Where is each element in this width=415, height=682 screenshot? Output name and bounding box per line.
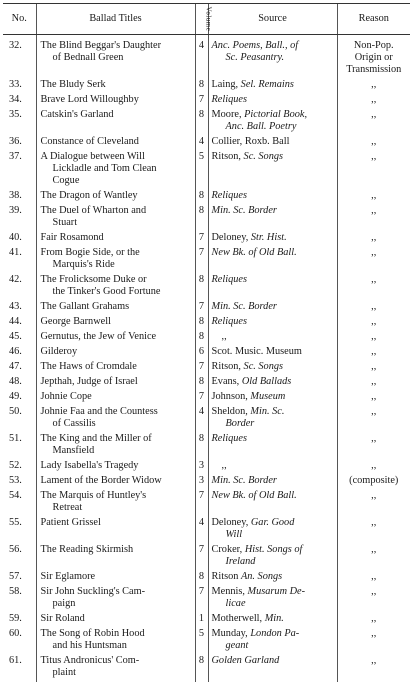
reason: ,, — [337, 151, 410, 190]
ballad-title: The Song of Robin Hood and his Huntsman — [36, 628, 195, 655]
row-number: 56. — [3, 544, 36, 571]
table-row — [3, 232, 410, 247]
volume-number: 3 — [195, 475, 208, 490]
reason: ,, — [337, 316, 410, 331]
reason: ,, — [337, 628, 410, 655]
ballad-title: The King and the Miller of Mansfield — [36, 433, 195, 460]
row-number: 32. — [3, 35, 36, 80]
ballad-title: The Duel of Wharton and Stuart — [36, 205, 195, 232]
volume-number: 5 — [195, 151, 208, 190]
table-body — [3, 35, 410, 682]
row-number: 35. — [3, 109, 36, 136]
row-number: 39. — [3, 205, 36, 232]
header-ballad-titles: Ballad Titles — [36, 4, 195, 35]
row-number: 46. — [3, 346, 36, 361]
source: Mennis, Musarum De- licae — [208, 586, 337, 613]
source: Ritson, Sc. Songs — [208, 361, 337, 376]
row-number: 47. — [3, 361, 36, 376]
source: Croker, Hist. Songs of Ireland — [208, 544, 337, 571]
table-row — [3, 571, 410, 586]
volume-number: 7 — [195, 544, 208, 571]
table-row — [3, 475, 410, 490]
source: Johnson, Museum — [208, 391, 337, 406]
volume-number: 8 — [195, 316, 208, 331]
volume-number: 8 — [195, 274, 208, 301]
volume-number: 3 — [195, 460, 208, 475]
table-row — [3, 517, 410, 544]
table-row — [3, 247, 410, 274]
volume-number: 8 — [195, 190, 208, 205]
reason: ,, — [337, 586, 410, 613]
ballad-title: Titus Andronicus' Com- plaint — [36, 655, 195, 682]
row-number: 45. — [3, 331, 36, 346]
header-source: Source — [208, 4, 337, 35]
reason: ,, — [337, 655, 410, 682]
row-number: 48. — [3, 376, 36, 391]
volume-number: 7 — [195, 94, 208, 109]
volume-number: 4 — [195, 517, 208, 544]
header-volume: Volume — [195, 4, 208, 35]
volume-number: 7 — [195, 586, 208, 613]
volume-number: 5 — [195, 628, 208, 655]
ballad-title: The Haws of Cromdale — [36, 361, 195, 376]
reason: ,, — [337, 391, 410, 406]
source: Reliques — [208, 94, 337, 109]
table-row — [3, 655, 410, 682]
ballad-title: George Barnwell — [36, 316, 195, 331]
source: Min. Sc. Border — [208, 301, 337, 316]
source: Evans, Old Ballads — [208, 376, 337, 391]
table-row — [3, 316, 410, 331]
row-number: 50. — [3, 406, 36, 433]
row-number: 61. — [3, 655, 36, 682]
reason: ,, — [337, 190, 410, 205]
ballad-title: A Dialogue between Will Lickladle and Tom Clean Cogue — [36, 151, 195, 190]
reason: ,, — [337, 571, 410, 586]
ballad-title: From Bogie Side, or the Marquis's Ride — [36, 247, 195, 274]
row-number: 54. — [3, 490, 36, 517]
row-number: 60. — [3, 628, 36, 655]
ballad-table — [3, 3, 410, 682]
source: Min. Sc. Border — [208, 475, 337, 490]
table-row — [3, 136, 410, 151]
row-number: 42. — [3, 274, 36, 301]
source: Reliques — [208, 274, 337, 301]
table-row — [3, 274, 410, 301]
row-number: 44. — [3, 316, 36, 331]
source: Laing, Sel. Remains — [208, 79, 337, 94]
volume-number: 7 — [195, 490, 208, 517]
reason: ,, — [337, 346, 410, 361]
volume-number: 8 — [195, 376, 208, 391]
source: Moore, Pictorial Book, Anc. Ball. Poetry — [208, 109, 337, 136]
source: Deloney, Gar. Good Will — [208, 517, 337, 544]
ballad-title: Sir Roland — [36, 613, 195, 628]
row-number: 41. — [3, 247, 36, 274]
reason: ,, — [337, 136, 410, 151]
source: New Bk. of Old Ball. — [208, 490, 337, 517]
table-row — [3, 586, 410, 613]
row-number: 53. — [3, 475, 36, 490]
row-number: 34. — [3, 94, 36, 109]
table-row — [3, 94, 410, 109]
volume-number: 4 — [195, 35, 208, 80]
source: Sheldon, Min. Sc. Border — [208, 406, 337, 433]
ballad-title: The Dragon of Wantley — [36, 190, 195, 205]
reason: ,, — [337, 274, 410, 301]
source: Deloney, Str. Hist. — [208, 232, 337, 247]
table-row — [3, 331, 410, 346]
table-row — [3, 205, 410, 232]
ballad-title: Johnie Faa and the Countess of Cassilis — [36, 406, 195, 433]
source: ,, — [208, 331, 337, 346]
table-row — [3, 109, 410, 136]
volume-number: 4 — [195, 136, 208, 151]
ballad-title: Brave Lord Willoughby — [36, 94, 195, 109]
reason: ,, — [337, 433, 410, 460]
source: Ritson An. Songs — [208, 571, 337, 586]
volume-number: 8 — [195, 433, 208, 460]
table-row — [3, 628, 410, 655]
volume-number: 4 — [195, 406, 208, 433]
volume-number: 7 — [195, 361, 208, 376]
reason: ,, — [337, 109, 410, 136]
row-number: 51. — [3, 433, 36, 460]
table-row — [3, 190, 410, 205]
reason: ,, — [337, 331, 410, 346]
table-row — [3, 35, 410, 80]
row-number: 58. — [3, 586, 36, 613]
ballad-title: Johnie Cope — [36, 391, 195, 406]
volume-number: 8 — [195, 109, 208, 136]
table-row — [3, 460, 410, 475]
volume-number: 7 — [195, 232, 208, 247]
table-row — [3, 544, 410, 571]
table-row — [3, 376, 410, 391]
row-number: 40. — [3, 232, 36, 247]
ballad-title: Catskin's Garland — [36, 109, 195, 136]
row-number: 52. — [3, 460, 36, 475]
reason: ,, — [337, 490, 410, 517]
ballad-title: Sir John Suckling's Cam- paign — [36, 586, 195, 613]
reason: (composite) — [337, 475, 410, 490]
table-row — [3, 391, 410, 406]
reason: ,, — [337, 376, 410, 391]
ballad-title: The Frolicksome Duke or the Tinker's Good Fortune — [36, 274, 195, 301]
volume-number: 1 — [195, 613, 208, 628]
reason: ,, — [337, 205, 410, 232]
ballad-title: Lady Isabella's Tragedy — [36, 460, 195, 475]
table-row — [3, 433, 410, 460]
source: Munday, London Pa- geant — [208, 628, 337, 655]
volume-number: 8 — [195, 331, 208, 346]
source: Anc. Poems, Ball., of Sc. Peasantry. — [208, 35, 337, 80]
ballad-title: The Gallant Grahams — [36, 301, 195, 316]
volume-number: 8 — [195, 79, 208, 94]
source: Ritson, Sc. Songs — [208, 151, 337, 190]
volume-number: 8 — [195, 655, 208, 682]
reason: ,, — [337, 517, 410, 544]
table-row — [3, 613, 410, 628]
reason: ,, — [337, 460, 410, 475]
table-row — [3, 346, 410, 361]
source: Motherwell, Min. — [208, 613, 337, 628]
ballad-title: Lament of the Border Widow — [36, 475, 195, 490]
row-number: 49. — [3, 391, 36, 406]
reason: ,, — [337, 361, 410, 376]
table-row — [3, 490, 410, 517]
volume-number: 8 — [195, 205, 208, 232]
ballad-title: The Blind Beggar's Daughter of Bednall Green — [36, 35, 195, 80]
volume-number: 7 — [195, 301, 208, 316]
source: Reliques — [208, 433, 337, 460]
row-number: 36. — [3, 136, 36, 151]
source: Collier, Roxb. Ball — [208, 136, 337, 151]
table-row — [3, 301, 410, 316]
table-row — [3, 406, 410, 433]
reason: ,, — [337, 79, 410, 94]
source: Golden Garland — [208, 655, 337, 682]
table-row — [3, 151, 410, 190]
reason: ,, — [337, 406, 410, 433]
row-number: 33. — [3, 79, 36, 94]
volume-number: 7 — [195, 247, 208, 274]
reason: ,, — [337, 94, 410, 109]
source: New Bk. of Old Ball. — [208, 247, 337, 274]
row-number: 38. — [3, 190, 36, 205]
row-number: 37. — [3, 151, 36, 190]
ballad-title: Sir Eglamore — [36, 571, 195, 586]
reason: ,, — [337, 301, 410, 316]
source: Scot. Music. Museum — [208, 346, 337, 361]
source: Min. Sc. Border — [208, 205, 337, 232]
ballad-table-page — [3, 3, 410, 671]
ballad-title: The Bludy Serk — [36, 79, 195, 94]
reason: Non-Pop. Origin or Transmission — [337, 35, 410, 80]
reason: ,, — [337, 544, 410, 571]
table-row — [3, 361, 410, 376]
ballad-title: Constance of Cleveland — [36, 136, 195, 151]
source: ,, — [208, 460, 337, 475]
volume-number: 7 — [195, 391, 208, 406]
ballad-title: Patient Grissel — [36, 517, 195, 544]
row-number: 57. — [3, 571, 36, 586]
ballad-title: Jepthah, Judge of Israel — [36, 376, 195, 391]
ballad-title: Gernutus, the Jew of Venice — [36, 331, 195, 346]
volume-number: 8 — [195, 571, 208, 586]
ballad-title: Gilderoy — [36, 346, 195, 361]
volume-number: 6 — [195, 346, 208, 361]
ballad-title: The Marquis of Huntley's Retreat — [36, 490, 195, 517]
row-number: 43. — [3, 301, 36, 316]
header-reason: Reason — [337, 4, 410, 35]
ballad-title: The Reading Skirmish — [36, 544, 195, 571]
reason: ,, — [337, 613, 410, 628]
row-number: 55. — [3, 517, 36, 544]
row-number: 59. — [3, 613, 36, 628]
source: Reliques — [208, 190, 337, 205]
source: Reliques — [208, 316, 337, 331]
table-header-row — [3, 4, 410, 35]
reason: ,, — [337, 247, 410, 274]
reason: ,, — [337, 232, 410, 247]
header-no: No. — [3, 4, 36, 35]
table-row — [3, 79, 410, 94]
ballad-title: Fair Rosamond — [36, 232, 195, 247]
